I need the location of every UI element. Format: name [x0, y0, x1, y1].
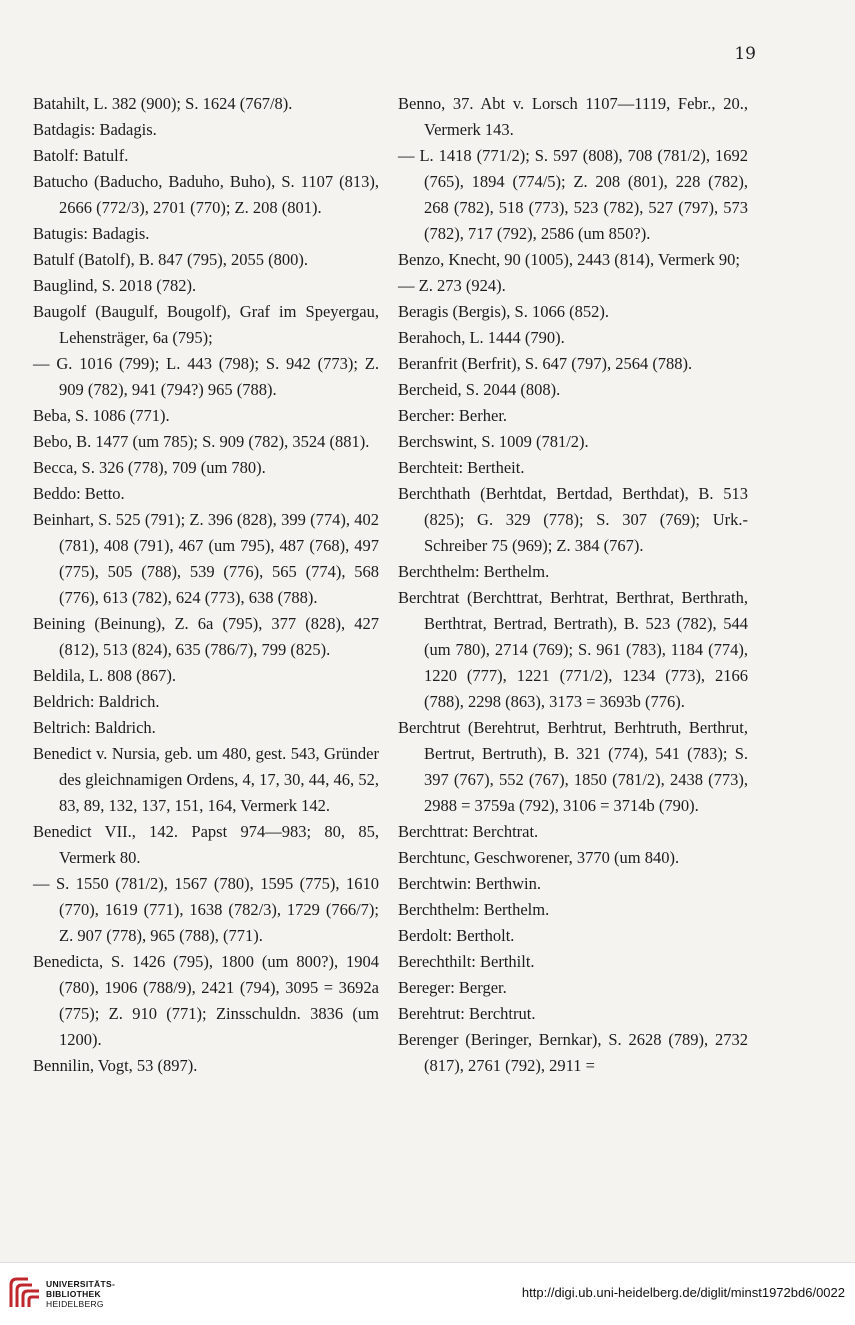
index-entry: Beddo: Betto. — [33, 484, 125, 503]
index-entry: Beba, S. 1086 (771). — [33, 406, 170, 425]
index-entry: Berchteit: Bertheit. — [398, 458, 525, 477]
index-entry: Beldrich: Baldrich. — [33, 692, 160, 711]
index-entry: Berchtrat (Berchttrat, Berhtrat, Berthrat, Berthrath, Berthtrat, Bertrad, Bertrath), B. 523 (782), 544 (um 780), 2714 (769); S. 961 (783), 1184 (774), 1220 (777), 1221 (771/2), 1234 (773), 2166 (788), 2298 (863), 3173 = 3693b (776). — [398, 588, 748, 711]
library-name[interactable] — [46, 1279, 115, 1309]
index-entry: Beldila, L. 808 (867). — [33, 666, 176, 685]
index-entry: Bauglind, S. 2018 (782). — [33, 276, 197, 295]
index-entry: Becca, S. 326 (778), 709 (um 780). — [33, 458, 266, 477]
index-entry: Batdagis: Badagis. — [33, 120, 157, 139]
index-entry: Benedict VII., 142. Papst 974—983; 80, 85, Vermerk 80. — [33, 822, 379, 867]
library-logo-icon[interactable] — [8, 1276, 42, 1310]
index-entry: Benzo, Knecht, 90 (1005), 2443 (814), Vermerk 90; — [398, 250, 740, 269]
index-entry: Berchswint, S. 1009 (781/2). — [398, 432, 589, 451]
index-entry: Beragis (Bergis), S. 1066 (852). — [398, 302, 609, 321]
viewer-footer — [0, 1262, 855, 1325]
index-entry: Bereger: Berger. — [398, 978, 507, 997]
library-name-line-3: HEIDELBERG — [46, 1299, 104, 1309]
right-column — [398, 91, 748, 1079]
index-entry: — L. 1418 (771/2); S. 597 (808), 708 (781/2), 1692 (765), 1894 (774/5); Z. 208 (801), 228 (782), 268 (782), 518 (773), 523 (782), 527 (797), 573 (782), 717 (792), 2586 (um 850?). — [398, 146, 748, 243]
index-entry: — S. 1550 (781/2), 1567 (780), 1595 (775), 1610 (770), 1619 (771), 1638 (782/3), 1729 (766/7); Z. 907 (778), 965 (788), (771). — [33, 874, 379, 945]
index-entry: — G. 1016 (799); L. 443 (798); S. 942 (773); Z. 909 (782), 941 (794?) 965 (788). — [33, 354, 379, 399]
index-entry: Benedict v. Nursia, geb. um 480, gest. 543, Gründer des gleichnamigen Ordens, 4, 17, 30, 44, 46, 52, 83, 89, 132, 137, 151, 164, Vermerk 142. — [33, 744, 379, 815]
index-entry: Bennilin, Vogt, 53 (897). — [33, 1056, 198, 1075]
index-entry: Bercher: Berher. — [398, 406, 508, 425]
index-entry: Batulf (Batolf), B. 847 (795), 2055 (800). — [33, 250, 308, 269]
index-entry: Berchttrat: Berchtrat. — [398, 822, 539, 841]
index-entry: Berchtrut (Berehtrut, Berhtrut, Berhtruth, Berthrut, Bertrut, Bertruth), B. 321 (774), 541 (783); S. 397 (767), 552 (767), 1850 (781/2), 2438 (773), 2988 = 3759a (792), 3106 = 3714b (790). — [398, 718, 748, 815]
source-url-link[interactable]: http://digi.ub.uni-heidelberg.de/diglit/minst1972bd6/0022 — [521, 1285, 845, 1300]
index-entry: Berehtrut: Berchtrut. — [398, 1004, 536, 1023]
index-entry: Berchthelm: Berthelm. — [398, 562, 550, 581]
page-number: 19 — [734, 44, 756, 64]
index-entry: Benedicta, S. 1426 (795), 1800 (um 800?), 1904 (780), 1906 (788/9), 2421 (794), 3095 = 3692a (775); Z. 910 (771); Zinsschuldn. 3836 (um 1200). — [33, 952, 379, 1049]
index-entry: Batahilt, L. 382 (900); S. 1624 (767/8). — [33, 94, 293, 113]
index-entry: — Z. 273 (924). — [398, 276, 506, 295]
index-entry: Batolf: Batulf. — [33, 146, 129, 165]
index-entry: Bebo, B. 1477 (um 785); S. 909 (782), 3524 (881). — [33, 432, 370, 451]
index-entry: Berenger (Beringer, Bernkar), S. 2628 (789), 2732 (817), 2761 (792), 2911 = — [398, 1030, 748, 1075]
index-entry: Beltrich: Baldrich. — [33, 718, 156, 737]
index-entry: Beinhart, S. 525 (791); Z. 396 (828), 399 (774), 402 (781), 408 (791), 467 (um 795), 487 (768), 497 (775), 505 (788), 539 (776), 565 (774), 568 (776), 613 (782), 624 (773), 638 (788). — [33, 510, 379, 607]
index-entry: Baugolf (Baugulf, Bougolf), Graf im Speyergau, Lehensträger, 6a (795); — [33, 302, 379, 347]
index-entry: Batugis: Badagis. — [33, 224, 150, 243]
index-entry: Berchtwin: Berthwin. — [398, 874, 541, 893]
index-entry: Berchthelm: Berthelm. — [398, 900, 550, 919]
left-column — [33, 91, 379, 1079]
index-entry: Batucho (Baducho, Baduho, Buho), S. 1107 (813), 2666 (772/3), 2701 (770); Z. 208 (801). — [33, 172, 379, 217]
index-entry: Benno, 37. Abt v. Lorsch 1107—1119, Febr., 20., Vermerk 143. — [398, 94, 748, 139]
index-entry: Berchtunc, Geschworener, 3770 (um 840). — [398, 848, 680, 867]
index-entry: Bercheid, S. 2044 (808). — [398, 380, 561, 399]
library-name-line-1: UNIVERSITÄTS- — [46, 1279, 116, 1289]
index-entry: Berdolt: Bertholt. — [398, 926, 515, 945]
index-entry: Berechthilt: Berthilt. — [398, 952, 535, 971]
index-entry: Berahoch, L. 1444 (790). — [398, 328, 565, 347]
library-name-line-2: BIBLIOTHEK — [46, 1289, 101, 1299]
index-entry: Beining (Beinung), Z. 6a (795), 377 (828), 427 (812), 513 (824), 635 (786/7), 799 (825). — [33, 614, 379, 659]
index-entry: Beranfrit (Berfrit), S. 647 (797), 2564 (788). — [398, 354, 693, 373]
index-entry: Berchthath (Berhtdat, Bertdad, Berthdat), B. 513 (825); G. 329 (778); S. 307 (769); Urk.-Schreiber 75 (969); Z. 384 (767). — [398, 484, 748, 555]
